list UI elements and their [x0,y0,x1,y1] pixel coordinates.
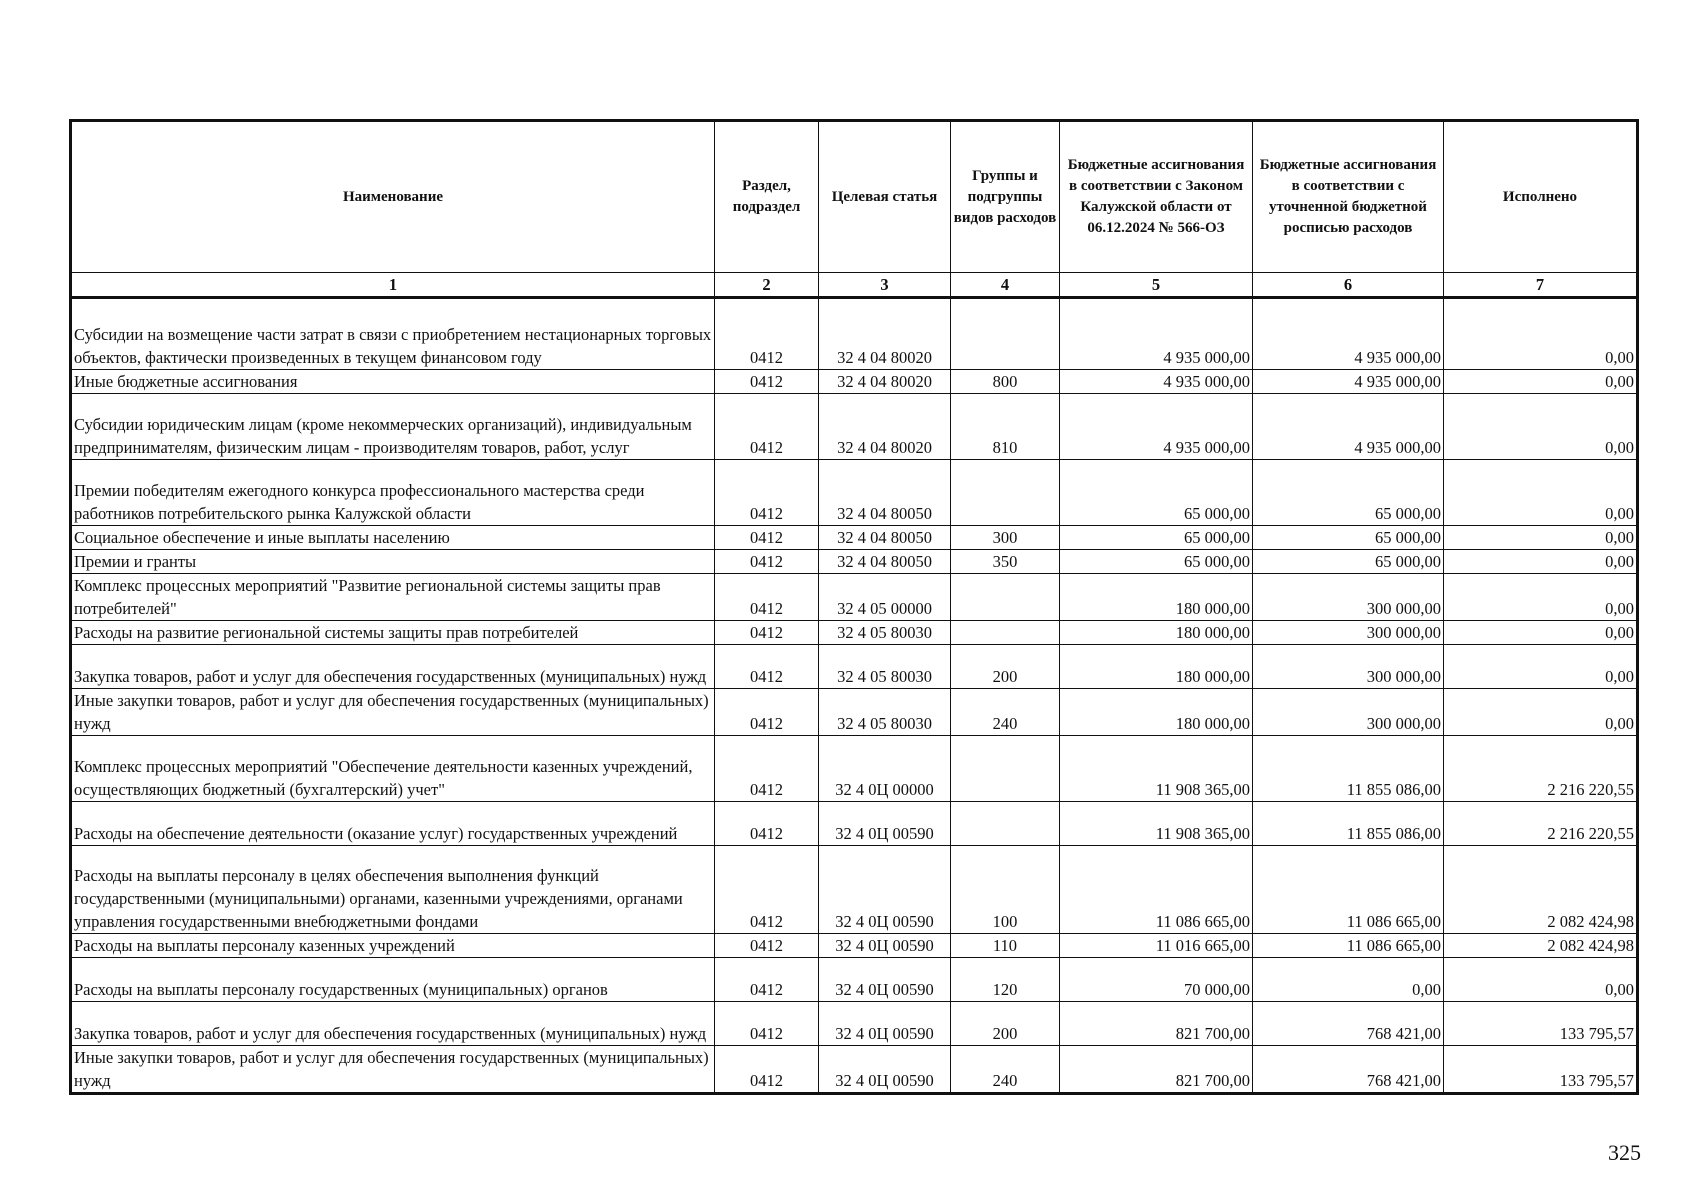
row-expense-group [951,460,1060,526]
column-number: 2 [715,273,819,298]
row-law-amount: 65 000,00 [1060,460,1253,526]
table-row [71,689,1638,736]
table-row [71,958,1638,1002]
budget-table [69,119,1639,1095]
column-number: 1 [71,273,715,298]
column-number: 3 [819,273,951,298]
row-executed-amount: 0,00 [1444,574,1638,621]
row-executed-amount: 0,00 [1444,298,1638,370]
row-section: 0412 [715,1046,819,1094]
row-law-amount: 180 000,00 [1060,689,1253,736]
row-section: 0412 [715,526,819,550]
table-row [71,621,1638,645]
row-refined-amount: 0,00 [1253,958,1444,1002]
row-refined-amount: 4 935 000,00 [1253,394,1444,460]
row-refined-amount: 11 086 665,00 [1253,846,1444,934]
table-row [71,394,1638,460]
row-name: Расходы на выплаты персоналу казенных учреждений [71,934,715,958]
row-executed-amount: 0,00 [1444,460,1638,526]
row-refined-amount: 11 086 665,00 [1253,934,1444,958]
row-expense-group [951,574,1060,621]
row-section: 0412 [715,574,819,621]
table-row [71,460,1638,526]
row-executed-amount: 2 082 424,98 [1444,846,1638,934]
table-row [71,802,1638,846]
row-name: Премии победителям ежегодного конкурса профессионального мастерства среди работников потребительского рынка Калужской области [71,460,715,526]
row-name: Иные закупки товаров, работ и услуг для обеспечения государственных (муниципальных) нужд [71,1046,715,1094]
row-executed-amount: 2 216 220,55 [1444,736,1638,802]
table-row [71,1046,1638,1094]
row-law-amount: 4 935 000,00 [1060,370,1253,394]
row-section: 0412 [715,460,819,526]
column-number: 4 [951,273,1060,298]
row-law-amount: 11 908 365,00 [1060,736,1253,802]
row-executed-amount: 2 216 220,55 [1444,802,1638,846]
row-expense-group: 350 [951,550,1060,574]
row-expense-group: 200 [951,1002,1060,1046]
row-executed-amount: 0,00 [1444,645,1638,689]
table-row [71,934,1638,958]
column-number: 5 [1060,273,1253,298]
row-name: Расходы на развитие региональной системы защиты прав потребителей [71,621,715,645]
row-executed-amount: 0,00 [1444,621,1638,645]
row-law-amount: 180 000,00 [1060,621,1253,645]
table-row [71,550,1638,574]
row-target-article: 32 4 05 00000 [819,574,951,621]
row-name: Расходы на выплаты персоналу государственных (муниципальных) органов [71,958,715,1002]
table-row [71,645,1638,689]
row-target-article: 32 4 0Ц 00590 [819,958,951,1002]
row-refined-amount: 4 935 000,00 [1253,298,1444,370]
table-row [71,526,1638,550]
row-name: Комплекс процессных мероприятий "Развитие региональной системы защиты прав потребителей" [71,574,715,621]
row-section: 0412 [715,298,819,370]
table-header-row [71,121,1638,273]
budget-report-sheet [69,119,1636,1095]
row-section: 0412 [715,1002,819,1046]
header-refined-allocations: Бюджетные ассигнования в соответствии с уточненной бюджетной росписью расходов [1253,121,1444,273]
row-target-article: 32 4 04 80020 [819,370,951,394]
row-executed-amount: 0,00 [1444,394,1638,460]
row-expense-group [951,298,1060,370]
row-expense-group [951,802,1060,846]
row-executed-amount: 0,00 [1444,370,1638,394]
table-body [71,298,1638,1094]
row-section: 0412 [715,645,819,689]
header-target: Целевая статья [819,121,951,273]
header-executed: Исполнено [1444,121,1638,273]
row-target-article: 32 4 0Ц 00590 [819,846,951,934]
row-law-amount: 821 700,00 [1060,1046,1253,1094]
row-target-article: 32 4 0Ц 00590 [819,1002,951,1046]
row-refined-amount: 300 000,00 [1253,689,1444,736]
row-executed-amount: 133 795,57 [1444,1046,1638,1094]
row-executed-amount: 2 082 424,98 [1444,934,1638,958]
row-name: Премии и гранты [71,550,715,574]
row-refined-amount: 11 855 086,00 [1253,802,1444,846]
row-target-article: 32 4 04 80020 [819,298,951,370]
row-name: Субсидии юридическим лицам (кроме некоммерческих организаций), индивидуальным предпринимателям, физическим лицам - производителям товаров, работ, услуг [71,394,715,460]
row-executed-amount: 133 795,57 [1444,1002,1638,1046]
row-executed-amount: 0,00 [1444,550,1638,574]
row-section: 0412 [715,846,819,934]
row-refined-amount: 11 855 086,00 [1253,736,1444,802]
row-section: 0412 [715,934,819,958]
row-target-article: 32 4 0Ц 00000 [819,736,951,802]
row-law-amount: 65 000,00 [1060,526,1253,550]
row-refined-amount: 300 000,00 [1253,621,1444,645]
row-target-article: 32 4 04 80020 [819,394,951,460]
row-name: Иные закупки товаров, работ и услуг для обеспечения государственных (муниципальных) нужд [71,689,715,736]
table-row [71,1002,1638,1046]
table-row [71,370,1638,394]
row-target-article: 32 4 05 80030 [819,689,951,736]
row-expense-group: 110 [951,934,1060,958]
row-law-amount: 65 000,00 [1060,550,1253,574]
row-target-article: 32 4 04 80050 [819,460,951,526]
row-executed-amount: 0,00 [1444,958,1638,1002]
row-section: 0412 [715,394,819,460]
row-expense-group: 240 [951,689,1060,736]
row-section: 0412 [715,958,819,1002]
row-section: 0412 [715,621,819,645]
row-name: Расходы на выплаты персоналу в целях обеспечения выполнения функций государственными (муниципальными) органами, казенными учреждениями, органами управления государственными внебюджетными фондами [71,846,715,934]
row-expense-group: 800 [951,370,1060,394]
header-groups: Группы и подгруппы видов расходов [951,121,1060,273]
row-law-amount: 4 935 000,00 [1060,394,1253,460]
column-number: 7 [1444,273,1638,298]
row-name: Закупка товаров, работ и услуг для обеспечения государственных (муниципальных) нужд [71,645,715,689]
row-expense-group: 100 [951,846,1060,934]
row-expense-group: 120 [951,958,1060,1002]
row-target-article: 32 4 05 80030 [819,621,951,645]
table-row [71,736,1638,802]
row-refined-amount: 65 000,00 [1253,460,1444,526]
row-section: 0412 [715,736,819,802]
row-refined-amount: 65 000,00 [1253,526,1444,550]
row-section: 0412 [715,370,819,394]
table-row [71,298,1638,370]
row-expense-group [951,621,1060,645]
row-target-article: 32 4 04 80050 [819,550,951,574]
row-law-amount: 70 000,00 [1060,958,1253,1002]
table-row [71,574,1638,621]
row-refined-amount: 65 000,00 [1253,550,1444,574]
row-target-article: 32 4 0Ц 00590 [819,802,951,846]
page-number: 325 [1608,1140,1641,1165]
row-name: Субсидии на возмещение части затрат в связи с приобретением нестационарных торговых объектов, фактически произведенных в текущем финансовом году [71,298,715,370]
row-name: Расходы на обеспечение деятельности (оказание услуг) государственных учреждений [71,802,715,846]
row-refined-amount: 768 421,00 [1253,1046,1444,1094]
row-executed-amount: 0,00 [1444,689,1638,736]
row-refined-amount: 300 000,00 [1253,574,1444,621]
row-target-article: 32 4 05 80030 [819,645,951,689]
row-expense-group: 810 [951,394,1060,460]
row-target-article: 32 4 04 80050 [819,526,951,550]
row-expense-group [951,736,1060,802]
column-number-row [71,273,1638,298]
row-section: 0412 [715,550,819,574]
header-name: Наименование [71,121,715,273]
row-refined-amount: 768 421,00 [1253,1002,1444,1046]
row-target-article: 32 4 0Ц 00590 [819,1046,951,1094]
table-row [71,846,1638,934]
row-expense-group: 200 [951,645,1060,689]
row-expense-group: 300 [951,526,1060,550]
header-section: Раздел, подраздел [715,121,819,273]
row-name: Закупка товаров, работ и услуг для обеспечения государственных (муниципальных) нужд [71,1002,715,1046]
row-target-article: 32 4 0Ц 00590 [819,934,951,958]
row-law-amount: 4 935 000,00 [1060,298,1253,370]
row-name: Социальное обеспечение и иные выплаты населению [71,526,715,550]
row-law-amount: 11 908 365,00 [1060,802,1253,846]
row-executed-amount: 0,00 [1444,526,1638,550]
row-law-amount: 180 000,00 [1060,645,1253,689]
row-law-amount: 11 086 665,00 [1060,846,1253,934]
row-name: Иные бюджетные ассигнования [71,370,715,394]
row-refined-amount: 4 935 000,00 [1253,370,1444,394]
row-law-amount: 180 000,00 [1060,574,1253,621]
row-law-amount: 11 016 665,00 [1060,934,1253,958]
header-law-allocations: Бюджетные ассигнования в соответствии с Законом Калужской области от 06.12.2024 № 566-ОЗ [1060,121,1253,273]
row-refined-amount: 300 000,00 [1253,645,1444,689]
row-expense-group: 240 [951,1046,1060,1094]
row-section: 0412 [715,689,819,736]
column-number: 6 [1253,273,1444,298]
row-name: Комплекс процессных мероприятий "Обеспечение деятельности казенных учреждений, осуществляющих бюджетный (бухгалтерский) учет" [71,736,715,802]
row-section: 0412 [715,802,819,846]
row-law-amount: 821 700,00 [1060,1002,1253,1046]
